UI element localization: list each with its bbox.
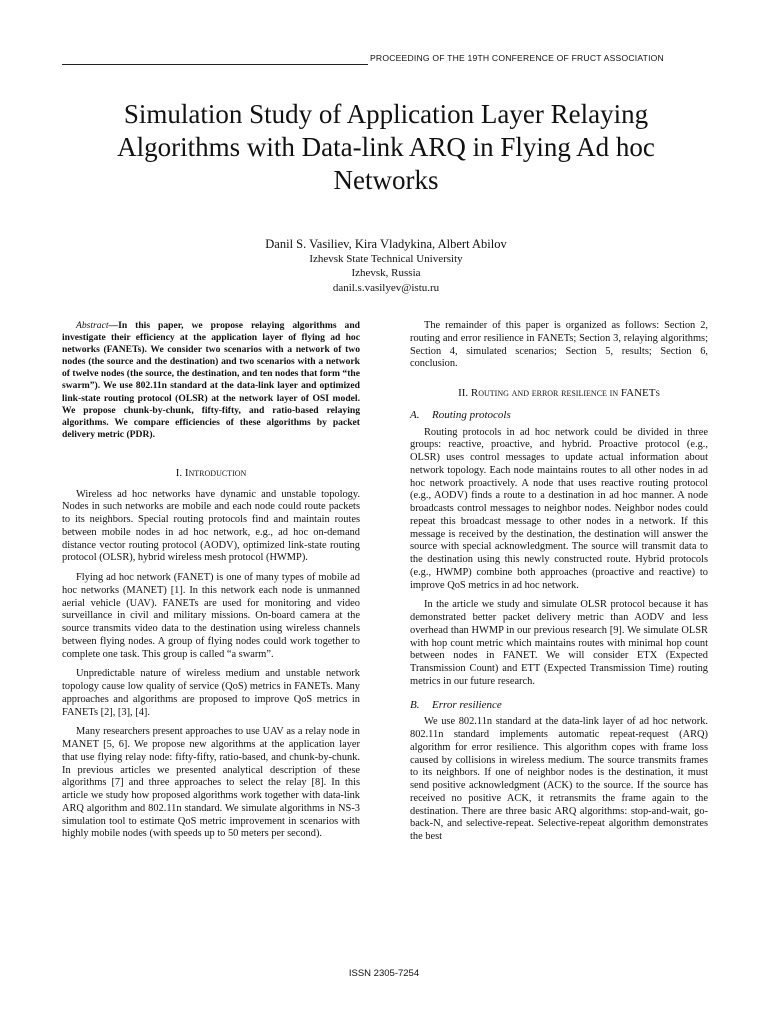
paragraph: Many researchers present approaches to use UAV as a relay node in MANET [5, 6]. We propose new algorithms at the application layer that use flying relay node: fifty-fifty, ratio-based, and chunk-by-chunk. In previous articles we presented analytical description of these algorithms [7] and three approaches to select the relay [8]. In this article we study how proposed algorithms work together with data-link ARQ algorithm and 802.11n standard. We simulate algorithms in NS-3 simulation tool to estimate QoS metric improvement in scenarios with highly mobile nodes (with speeds up to 50 meters per second). bbox=[62, 726, 360, 840]
abstract-text: In this paper, we propose relaying algorithms and investigate their efficiency at the application layer of flying ad hoc networks (FANETs). We consider two scenarios with a network of two nodes (the source and the destination) and two scenarios with a network of twelve nodes (the source, the destination, and ten nodes that form “the swarm”). We use 802.11n standard at the data-link layer and optimized link-state routing protocol (OLSR) at the network layer of OSI model. We propose chunk-by-chunk, fifty-fifty, and ratio-based relaying algorithms. We compare efficiencies of these algorithms by packet delivery metric (PDR). bbox=[62, 320, 360, 440]
subsection-heading-routing-protocols bbox=[410, 409, 708, 422]
paper-title: Simulation Study of Application Layer Relaying Algorithms with Data-link ARQ in Flying Ad hoc Networks bbox=[117, 99, 655, 195]
paragraph: Flying ad hoc network (FANET) is one of many types of mobile ad hoc networks (MANET) [1]. In this network each node is unmanned aerial vehicle (UAV). FANETs are used for monitoring and video surveillance in civil and military missions. On-board camera at the source transmits video data to the destination using wireless channels between flying nodes. A group of flying nodes could work together to complete one task. This group is called “a swarm”. bbox=[62, 572, 360, 660]
paragraph: In the article we study and simulate OLSR protocol because it has demonstrated better packet delivery metric than AODV and less overhead than HWMP in our previous research [9]. We simulate OLSR with hop count metric which maintains routes with minimal hop count between nodes in FANET. We will consider ETX (Expected Transmission Count) and ETT (Expected Transmission Time) routing metrics in our future research. bbox=[410, 599, 708, 687]
subsection-heading-error-resilience bbox=[410, 699, 708, 712]
abstract-dash: — bbox=[108, 320, 119, 331]
subsection-title: Error resilience bbox=[432, 698, 502, 711]
paragraph: The remainder of this paper is organized as follows: Section 2, routing and error resilience in FANETs; Section 3, relaying algorithms; Section 4, simulated scenarios; Section 5, results; Section 6, conclusion. bbox=[410, 320, 708, 370]
header-rule bbox=[62, 64, 368, 65]
section-heading-routing: II. Routing and error resilience in FANETs bbox=[458, 387, 660, 399]
paragraph: Unpredictable nature of wireless medium and unstable network topology cause low quality of service (QoS) metrics in FANETs. Many approaches and algorithms are proposed to improve QoS metrics in FANETs [2], [3], [4]. bbox=[62, 668, 360, 718]
subsection-letter: A. bbox=[410, 408, 420, 421]
abstract bbox=[62, 320, 360, 441]
paragraph: Wireless ad hoc networks have dynamic and unstable topology. Nodes in such networks are mobile and each node could route packets to its neighbors. Special routing protocols find and maintain routes between mobile nodes in ad hoc network, e.g., ad hoc on-demand distance vector routing protocol (AODV), optimized link-state routing protocol (OLSR), hybrid wireless mesh protocol (HWMP). bbox=[62, 488, 360, 564]
paragraph: We use 802.11n standard at the data-link layer of ad hoc network. 802.11n standard implements automatic repeat-request (ARQ) algorithm for error resilience. This algorithm copes with frame loss caused by collisions in wireless medium. The source transmits frames to its neighbors. If one of neighbor nodes is the destination, it must send positive acknowledgment (ACK) to the source. If the source has received no positive ACK, it retransmits the frame again to the destination. There are three basic ARQ algorithms: stop-and-wait, go-back-N, and selective-repeat. Selective-repeat algorithm demonstrates the best bbox=[410, 716, 708, 842]
paragraph: Routing protocols in ad hoc network could be divided in three groups: reactive, proactive, and hybrid. Proactive protocol (e.g., OLSR) uses control messages to update actual information about network topology. Each node maintains routes to all other nodes in ad hoc network proactively. A node that uses reactive routing protocol (e.g., AODV) finds a route to a destination in ad hoc manner. A node broadcasts control messages to neighbor nodes. Neighbor nodes could repeat this broadcast message to other nodes in a network. If this message is received by the destination, the destination will answer the source with special acknowledgment. The source will transmit data to the destination using this newly constructed route. Hybrid protocols (e.g., HWMP) combine both approaches (proactive and reactive) to improve QoS metrics in ad hoc network. bbox=[410, 426, 708, 591]
affiliation-email: danil.s.vasilyev@istu.ru bbox=[332, 282, 440, 294]
section-heading-introduction: I. Introduction bbox=[175, 466, 247, 479]
affiliation-city: Izhevsk, Russia bbox=[351, 267, 421, 279]
running-header: PROCEEDING OF THE 19TH CONFERENCE OF FRUCT ASSOCIATION bbox=[370, 53, 664, 63]
affiliation-university: Izhevsk State Technical University bbox=[309, 253, 463, 265]
author-list: Danil S. Vasiliev, Kira Vladykina, Albert Abilov bbox=[265, 237, 507, 251]
footer-issn: ISSN 2305-7254 bbox=[348, 968, 420, 979]
subsection-letter: B. bbox=[410, 698, 420, 711]
right-column bbox=[410, 320, 708, 844]
subsection-title: Routing protocols bbox=[432, 408, 511, 421]
abstract-label: Abstract bbox=[76, 320, 109, 331]
left-column bbox=[62, 320, 360, 841]
